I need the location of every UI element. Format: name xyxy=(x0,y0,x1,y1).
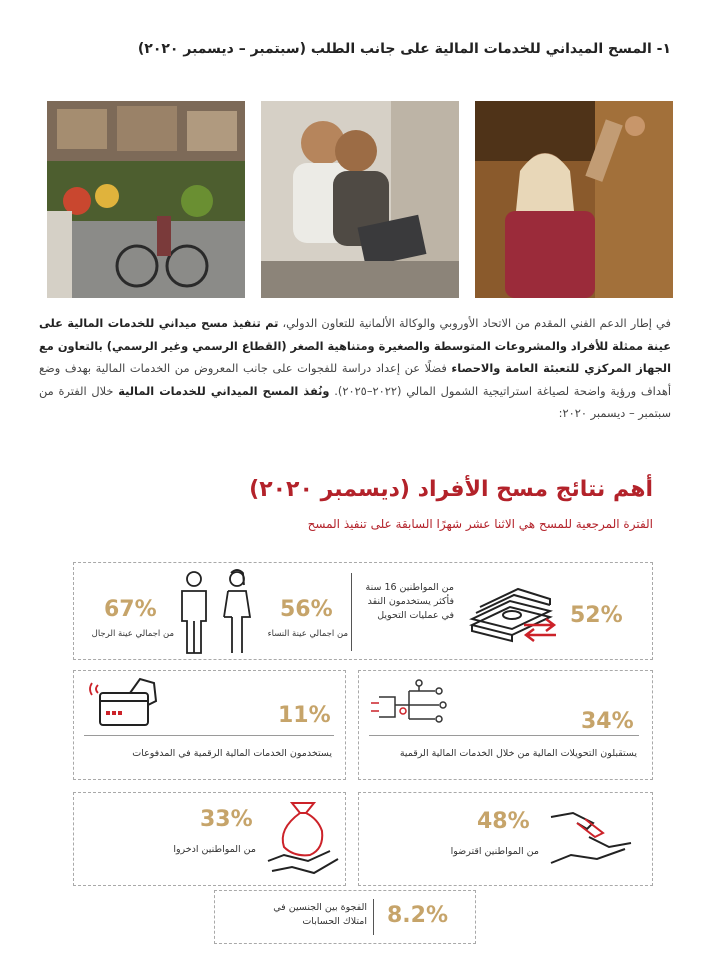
circuit-icon xyxy=(369,677,449,731)
digital-pay-label: يستخدمون الخدمات المالية الرقمية في المدفوعات xyxy=(132,748,332,759)
digital-receive-line xyxy=(369,735,639,736)
paragraph-bold-2: ونُفذ المسح الميداني للخدمات المالية xyxy=(118,383,330,398)
digital-receive-label: يستقبلون التحويلات المالية من خلال الخدمات المالية الرقمية xyxy=(399,748,637,759)
paragraph-bold-1: تم تنفيذ مسح ميداني للخدمات المالية على عينة ممثلة للأفراد والمشروعات المتوسطة والصغيرة ومتناهية الصغر (القطاع الرسمي وغير الرسمي) بالتعاون مع الجهاز المركزي للتعبئة العامة والاحصاء xyxy=(39,316,671,375)
men-pct: 67% xyxy=(104,597,157,622)
street-market-photo xyxy=(47,101,245,298)
digital-pay-box xyxy=(73,670,346,780)
men-label: من اجمالي عينة الرجال xyxy=(91,629,174,639)
man-icon xyxy=(177,569,211,655)
paragraph-text-1: في إطار الدعم الفني المقدم من الاتحاد الأوروبي والوكالة الألمانية للتعاون الدولي، xyxy=(278,316,671,330)
saved-pct: 33% xyxy=(200,807,253,832)
borrowed-box xyxy=(358,792,653,886)
card-payment-icon xyxy=(84,675,164,735)
gender-gap-label: الفجوة بين الجنسين في امتلاك الحسابات xyxy=(273,902,367,927)
gender-gap-divider xyxy=(373,899,374,935)
results-title: أهم نتائج مسح الأفراد (ديسمبر ٢٠٢٠) xyxy=(249,477,653,502)
transfer-arrows-icon xyxy=(520,617,560,643)
digital-pay-line xyxy=(84,735,334,736)
gender-gap-pct: 8.2% xyxy=(387,903,449,928)
money-bag-hand-icon xyxy=(264,799,342,879)
intro-paragraph xyxy=(39,312,671,425)
saved-label: من المواطنين ادخروا xyxy=(173,844,256,855)
digital-receive-box xyxy=(358,670,653,780)
gender-gap-box xyxy=(214,890,476,944)
borrowed-pct: 48% xyxy=(477,809,530,834)
women-label: من اجمالي عينة النساء xyxy=(267,629,348,639)
woman-icon xyxy=(220,569,254,655)
borrowed-label: من المواطنين اقترضوا xyxy=(450,846,539,857)
cash-pct: 52% xyxy=(570,603,623,628)
paragraph-text-2: فضلًا عن إعداد دراسة للفجوات على جانب المعروض من الخدمات المالية بهدف وضع أهداف ورؤية واضحة لصياغة استراتيجية الشمول المالي (٢٠٢٢–٢٠٢٥). xyxy=(39,361,671,398)
cash-divider xyxy=(351,573,352,651)
saved-box xyxy=(73,792,346,886)
results-subtitle: الفترة المرجعية للمسح هي الاثنا عشر شهرًا السابقة على تنفيذ المسح xyxy=(307,517,653,531)
paragraph-text-3: خلال الفترة من سبتمبر – ديسمبر ٢٠٢٠: xyxy=(39,383,671,420)
two-men-laptop-photo xyxy=(261,101,459,298)
handshake-icon xyxy=(547,803,637,873)
cash-label: من المواطنين 16 سنة فأكثر يستخدمون النقد في عمليات التحويل xyxy=(365,582,454,621)
woman-rooftop-photo xyxy=(475,101,673,298)
section-title: ١- المسح الميداني للخدمات المالية على جانب الطلب (سبتمبر – ديسمبر ٢٠٢٠) xyxy=(137,41,671,57)
cash-gender-box xyxy=(73,562,653,660)
digital-pay-pct: 11% xyxy=(278,703,331,728)
digital-receive-pct: 34% xyxy=(581,709,634,734)
women-pct: 56% xyxy=(280,597,333,622)
